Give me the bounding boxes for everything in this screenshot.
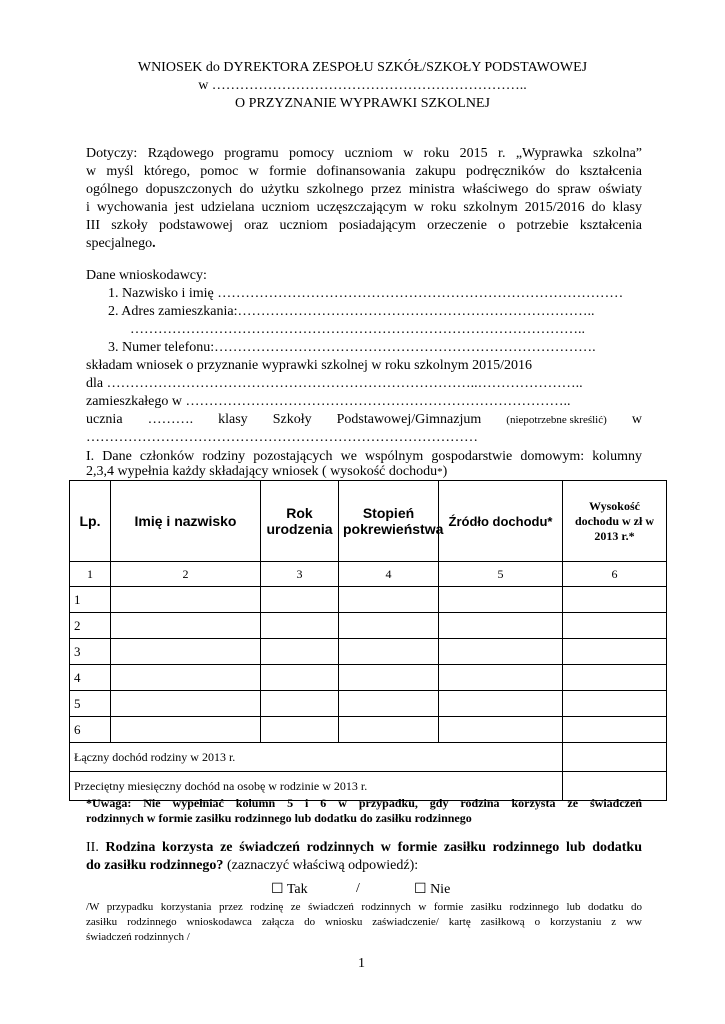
- section1-line1: I. Dane członków rodziny pozostających we wspólnym gospodarstwie domowym: kolumny: [86, 449, 642, 464]
- cell-birth-year[interactable]: [261, 717, 339, 743]
- cell-income-amount[interactable]: [563, 639, 667, 665]
- cell-name[interactable]: [111, 587, 261, 613]
- avg-income-label: Przeciętny miesięczny dochód na osobę w rodzinie w 2013 r.: [70, 772, 563, 801]
- class-label: klasy: [218, 412, 248, 427]
- cell-relationship[interactable]: [339, 613, 439, 639]
- cell-income-source[interactable]: [439, 639, 563, 665]
- student-label: ucznia: [86, 412, 123, 427]
- header-income-amount: Wysokość dochodu w zł w 2013 r.*: [563, 481, 667, 562]
- cell-name[interactable]: [111, 665, 261, 691]
- cell-relationship[interactable]: [339, 691, 439, 717]
- col-number: 1: [70, 562, 111, 587]
- table-row: [70, 587, 667, 613]
- note-line2: rodzinnych w formie zasiłku rodzinnego lub dodatku do zasiłku rodzinnego: [86, 811, 472, 825]
- section2-line2: [86, 858, 418, 874]
- intro-line-3: ogólnego dopuszczonych do użytku szkolnego przez ministra właściwego do spraw oświaty: [86, 182, 642, 197]
- intro-period: .: [152, 236, 156, 251]
- col-number: 6: [563, 562, 667, 587]
- cell-name[interactable]: [111, 613, 261, 639]
- applicant-heading: Dane wnioskodawcy:: [86, 268, 207, 283]
- cell-income-source[interactable]: [439, 691, 563, 717]
- cell-birth-year[interactable]: [261, 613, 339, 639]
- row-number: 6: [70, 717, 111, 743]
- header-income-source: Źródło dochodu*: [439, 481, 563, 562]
- cell-name[interactable]: [111, 717, 261, 743]
- answer-no[interactable]: [414, 881, 450, 898]
- student-address-field[interactable]: zamieszkałego w ………………………………………………………………………..: [86, 394, 571, 409]
- school-label: Szkoły: [272, 412, 312, 427]
- answer-yes[interactable]: [271, 881, 308, 898]
- total-income-label: Łączny dochód rodziny w 2013 r.: [70, 743, 563, 772]
- cell-relationship[interactable]: [339, 665, 439, 691]
- table-row: [70, 665, 667, 691]
- intro-line-1: Dotyczy: Rządowego programu pomocy uczniom w roku 2015 r. „Wyprawka szkolna”: [86, 146, 642, 161]
- section2-info-line3: świadczeń rodzinnych /: [86, 931, 190, 943]
- cell-name[interactable]: [111, 639, 261, 665]
- total-income-value[interactable]: [563, 743, 667, 772]
- cell-income-source[interactable]: [439, 665, 563, 691]
- form-title-subject: O PRZYZNANIE WYPRAWKI SZKOLNEJ: [235, 96, 490, 111]
- cell-relationship[interactable]: [339, 717, 439, 743]
- cell-income-source[interactable]: [439, 587, 563, 613]
- applicant-address-field-2[interactable]: ……………………………………………………………………………………..: [130, 322, 585, 337]
- header-lp: Lp.: [70, 481, 111, 562]
- table-row: [70, 717, 667, 743]
- cell-birth-year[interactable]: [261, 587, 339, 613]
- applicant-name-field[interactable]: 1. Nazwisko i imię ……………………………………………………………………………: [108, 286, 624, 301]
- table-row: [70, 613, 667, 639]
- applicant-address-field[interactable]: 2. Adres zamieszkania:…………………………………………………………………..: [108, 304, 595, 319]
- cell-income-amount[interactable]: [563, 717, 667, 743]
- intro-line-4: i wychowania jest udzielana uczniom uczęszczającym w roku szkolnym 2015/2016 do klasy: [86, 200, 642, 215]
- col-number: 2: [111, 562, 261, 587]
- cell-income-amount[interactable]: [563, 691, 667, 717]
- cell-birth-year[interactable]: [261, 665, 339, 691]
- section2-line1: [86, 840, 642, 856]
- col-number: 3: [261, 562, 339, 587]
- cell-income-source[interactable]: [439, 717, 563, 743]
- section2-number: II.: [86, 840, 106, 855]
- section1-line2-text: 2,3,4 wypełnia każdy składający wniosek ( wysokość dochodu: [86, 464, 438, 479]
- family-members-table: [69, 480, 667, 801]
- page-number: 1: [358, 956, 365, 971]
- student-school-w: w: [631, 412, 642, 427]
- cell-birth-year[interactable]: [261, 691, 339, 717]
- section2-instruction: (zaznaczyć właściwą odpowiedź):: [223, 858, 419, 873]
- cell-relationship[interactable]: [339, 639, 439, 665]
- student-name-field[interactable]: dla ……………………………………………………………………..…………………..: [86, 376, 583, 391]
- section1-line2: [86, 464, 447, 480]
- section2-info-line1: /W przypadku korzystania przez rodzinę ze świadczeń rodzinnych w formie zasiłku rodzinnego lub dodatku do: [86, 901, 642, 913]
- cell-income-source[interactable]: [439, 613, 563, 639]
- cell-income-amount[interactable]: [563, 613, 667, 639]
- form-title-line1: WNIOSEK do DYREKTORA ZESPOŁU SZKÓŁ/SZKOŁY PODSTAWOWEJ: [137, 60, 588, 75]
- no-label: Nie: [430, 882, 451, 897]
- intro-line-5: III szkoły podstawowej oraz uczniom posiadającym orzeczenie o potrzebie kształcenia: [86, 218, 642, 233]
- cell-income-amount[interactable]: [563, 587, 667, 613]
- cell-income-amount[interactable]: [563, 665, 667, 691]
- section2-question-end: do zasiłku rodzinnego?: [86, 858, 224, 873]
- intro-line-6: [86, 236, 156, 252]
- student-class-line: [86, 412, 642, 428]
- col-number: 5: [439, 562, 563, 587]
- row-number: 5: [70, 691, 111, 717]
- cell-name[interactable]: [111, 691, 261, 717]
- row-number: 1: [70, 587, 111, 613]
- form-title-school-line: w …………………………………………………………..: [198, 78, 527, 93]
- section1-star: *: [437, 466, 443, 478]
- header-name: Imię i nazwisko: [111, 481, 261, 562]
- checkbox-yes[interactable]: ☐: [271, 882, 284, 897]
- intro-line-2: w myśl którego, pomoc w formie dofinansowania zakupu podręczników do kształcenia: [86, 164, 642, 179]
- strike-note: (niepotrzebne skreślić): [506, 414, 607, 426]
- row-number: 3: [70, 639, 111, 665]
- checkbox-no[interactable]: ☐: [414, 882, 427, 897]
- section2-question: Rodzina korzysta ze świadczeń rodzinnych w formie zasiłku rodzinnego lub dodatku: [105, 840, 642, 855]
- answer-separator: /: [356, 881, 360, 896]
- header-birth-year: Rok urodzenia: [261, 481, 339, 562]
- school-type-label: Podstawowej/Gimnazjum: [336, 412, 482, 427]
- cell-relationship[interactable]: [339, 587, 439, 613]
- applicant-phone-field[interactable]: 3. Numer telefonu:……………………………………………………………………….: [108, 340, 596, 355]
- table-row: [70, 691, 667, 717]
- school-name-field[interactable]: …………………………………………………………………………: [86, 430, 478, 445]
- class-number-field[interactable]: ……….: [147, 412, 194, 427]
- row-number: 2: [70, 613, 111, 639]
- section1-close: ): [442, 464, 448, 479]
- row-number: 4: [70, 665, 111, 691]
- cell-birth-year[interactable]: [261, 639, 339, 665]
- yes-label: Tak: [286, 882, 308, 897]
- intro-last-word: specjalnego: [86, 236, 153, 251]
- header-relationship: Stopień pokrewieństwa: [339, 481, 439, 562]
- note-line1: *Uwaga: Nie wypełniać kolumn 5 i 6 w przypadku, gdy rodzina korzysta ze świadczeń: [86, 796, 642, 810]
- table-row: [70, 639, 667, 665]
- request-statement: składam wniosek o przyznanie wyprawki szkolnej w roku szkolnym 2015/2016: [86, 358, 532, 373]
- col-number: 4: [339, 562, 439, 587]
- section2-info-line2: zasiłku rodzinnego wnioskodawca załącza do wniosku zaświadczenie/ kartę zasiłkową o korzystaniu z ww: [86, 916, 642, 928]
